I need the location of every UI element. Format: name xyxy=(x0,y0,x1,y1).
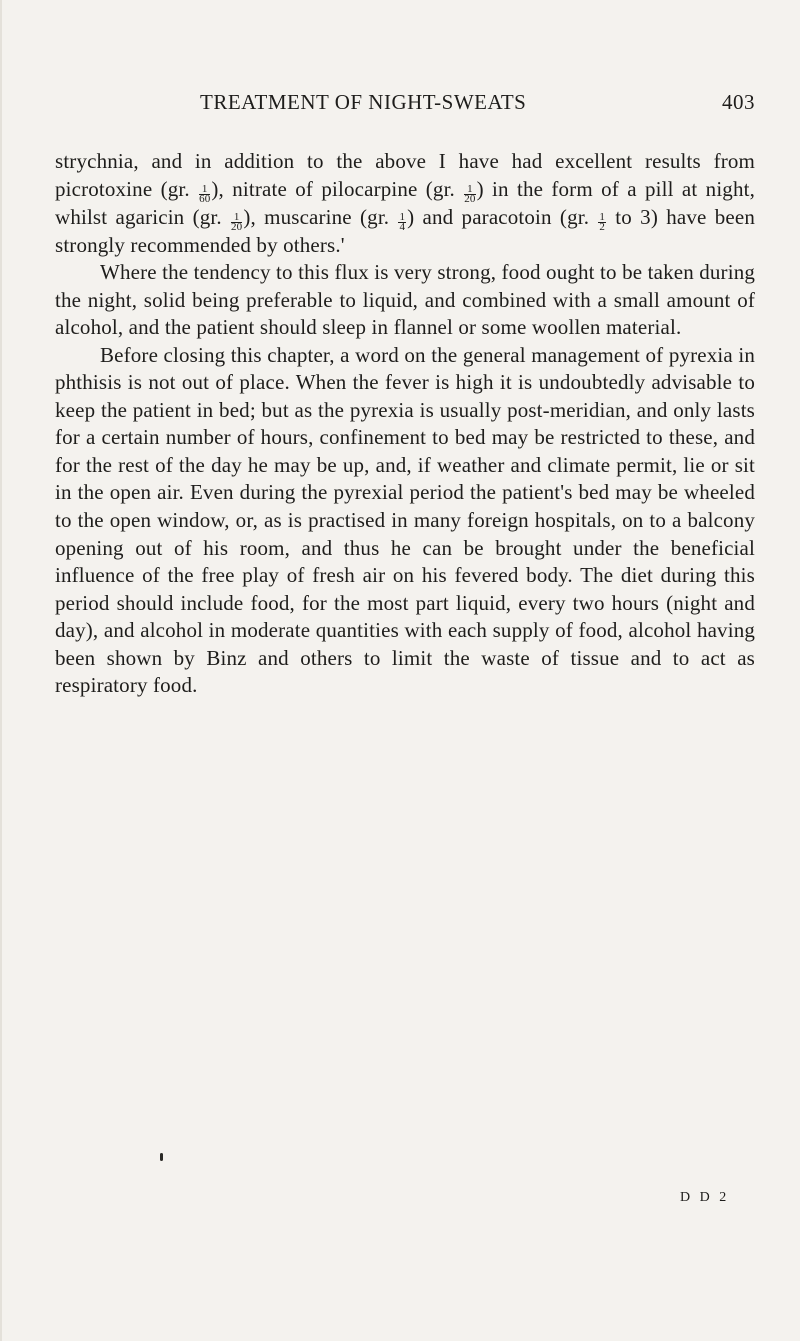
fraction xyxy=(231,210,243,233)
fraction-denominator: 60 xyxy=(199,192,211,205)
paragraph-1 xyxy=(55,148,755,259)
running-title: TREATMENT OF NIGHT-SWEATS xyxy=(200,90,527,114)
fraction-denominator: 2 xyxy=(599,220,606,233)
text-run: to 3) have been strongly recommended by others.' xyxy=(55,204,755,257)
fraction-denominator: 4 xyxy=(399,220,406,233)
text-run: ) and paracotoin (gr. xyxy=(407,204,598,229)
fraction xyxy=(464,182,476,205)
fraction-numerator: 1 xyxy=(199,185,210,195)
fraction-denominator: 20 xyxy=(464,192,476,205)
fraction-numerator: 1 xyxy=(599,210,606,223)
ink-speck xyxy=(160,1153,163,1161)
text-run: ), muscarine (gr. xyxy=(243,204,398,229)
fraction-numerator: 1 xyxy=(399,210,406,223)
fraction xyxy=(398,210,406,233)
page-number: 403 xyxy=(722,90,755,114)
text-run: strychnia, and in addition to the above I have had excellent results from picrotoxine (gr. xyxy=(55,149,755,201)
fraction-numerator: 1 xyxy=(464,185,475,195)
fraction xyxy=(598,210,606,233)
page-edge-line xyxy=(0,0,2,1341)
signature-mark: D D 2 xyxy=(680,1190,730,1205)
fraction-denominator: 20 xyxy=(231,220,243,233)
paragraph-3: Before closing this chapter, a word on the general management of pyrexia in phthisis is not out of place. When the fever is high it is undoubtedly advisable to keep the patient in bed; but as the pyrexia is usually post-meridian, and only lasts for a certain number of hours, confinement to bed may be restricted to these, and for the rest of the day he may be up, and, if weather and climate permit, lie or sit in the open air. Even during the pyrexial period the patient's bed may be wheeled to the open window, or, as is practised in many foreign hospitals, on to a balcony opening out of his room, and thus he can be brought under the beneficial influence of the free play of fresh air on his fevered body. The diet during this period should include food, for the most part liquid, every two hours (night and day), and alcohol in moderate quantities with each supply of food, alcohol having been shown by Binz and others to limit the waste of tissue and to act as respiratory food. xyxy=(55,342,755,698)
running-header xyxy=(55,90,755,120)
fraction-numerator: 1 xyxy=(231,213,242,223)
text-run: ) in the form of a pill at night, whilst agaricin (gr. xyxy=(55,176,755,229)
fraction xyxy=(199,182,211,205)
text-run: ), nitrate of pilocarpine (gr. xyxy=(211,176,464,201)
paragraph-2: Where the tendency to this flux is very strong, food ought to be taken during the night, solid being preferable to liquid, and combined with a small amount of alcohol, and the patient should sleep in flannel or some woollen material. xyxy=(55,260,755,340)
body-text xyxy=(55,148,755,700)
